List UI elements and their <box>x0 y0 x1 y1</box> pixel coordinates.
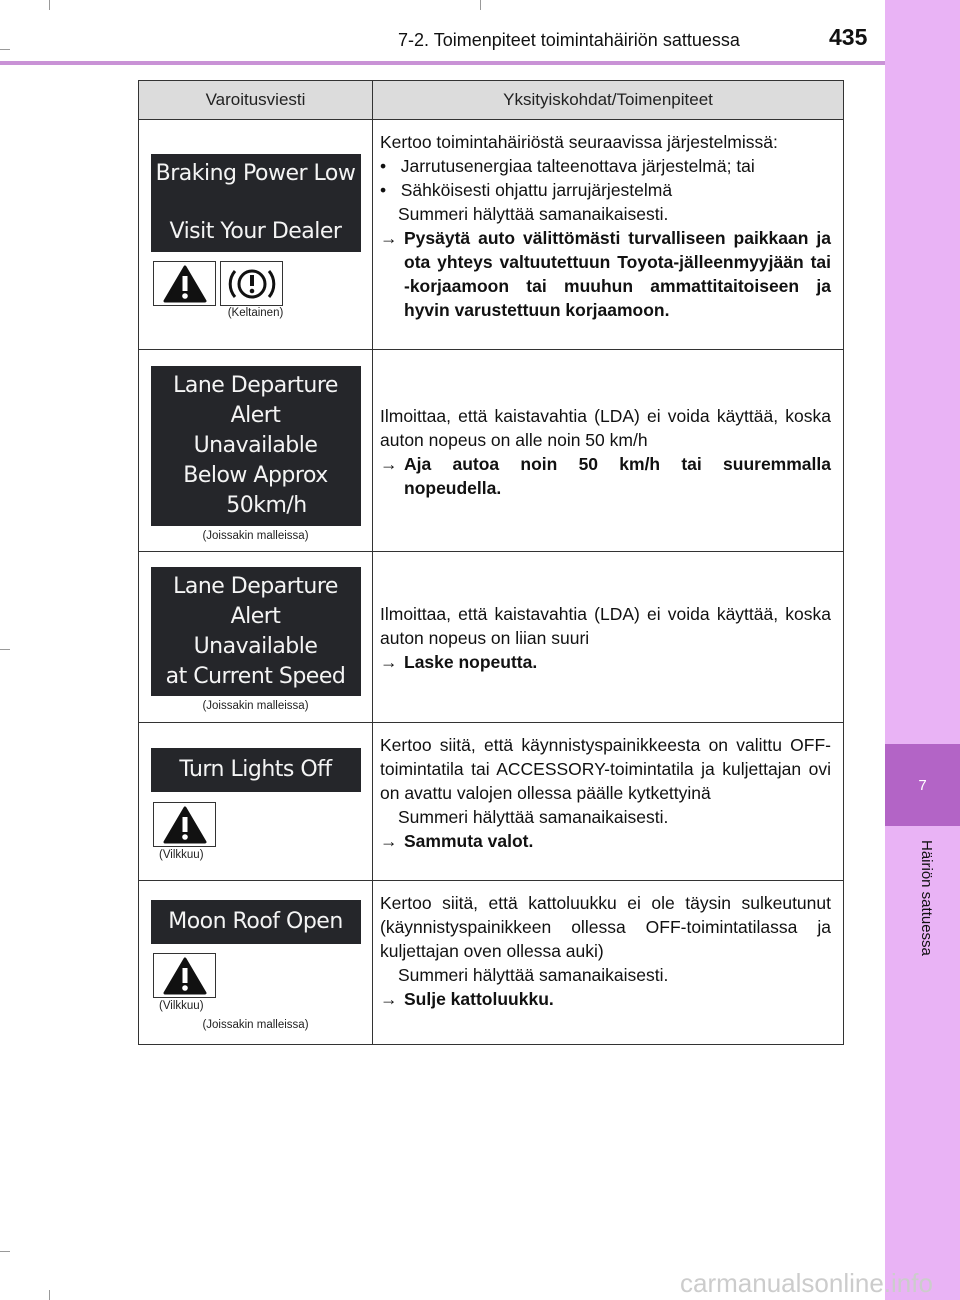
action-instruction: → Laske nopeutta. <box>380 652 538 672</box>
display-note: (Vilkkuu) <box>159 849 204 861</box>
watermark-url: carmanualsonline.info <box>680 1268 933 1298</box>
details-cell: Ilmoittaa, että kaistavahtia (LDA) ei voida käyttää, koska auton nopeus on alle noin 50 km/h → Aja autoa noin 50 km/h tai suuremmalla nopeudella. <box>373 350 844 552</box>
crop-mark <box>0 49 10 50</box>
action-instruction: → Sammuta valot. <box>380 831 534 851</box>
display-message: Lane Departure Alert Unavailable at Current Speed <box>151 567 361 696</box>
section-title: 7-2. Toimenpiteet toimintahäiriön sattuessa <box>398 30 740 50</box>
warning-message-table <box>138 80 844 1045</box>
warning-triangle-icon <box>153 261 216 306</box>
warning-image-cell <box>139 723 373 881</box>
display-message: Moon Roof Open <box>151 900 361 944</box>
display-message: Turn Lights Off <box>151 748 361 792</box>
display-note: (Joissakin malleissa) <box>202 1019 309 1031</box>
crop-mark <box>0 1251 10 1252</box>
display-note: (Joissakin malleissa) <box>202 700 309 712</box>
action-instruction: → Sulje kattoluukku. <box>380 989 554 1009</box>
display-message: Braking Power Low Visit Your Dealer <box>151 154 361 252</box>
action-instruction: → Aja autoa noin 50 km/h tai suuremmalla nopeudella. <box>380 453 831 498</box>
arrow-icon: → <box>380 831 398 851</box>
table-row <box>139 552 844 723</box>
display-note: (Vilkkuu) <box>159 1000 204 1012</box>
brake-warning-icon <box>220 261 283 306</box>
table-row <box>139 723 844 881</box>
column-header-details: Yksityiskohdat/Toimenpiteet <box>373 81 844 120</box>
crop-mark <box>49 0 50 10</box>
column-header-warning: Varoitusviesti <box>139 81 373 120</box>
table-row <box>139 350 844 552</box>
display-note: (Keltainen) <box>227 307 284 319</box>
display-message: Lane Departure Alert Unavailable Below Approx 50km/h <box>151 366 361 526</box>
display-note: (Joissakin malleissa) <box>202 530 309 542</box>
table-row <box>139 881 844 1045</box>
warning-image-cell <box>139 552 373 723</box>
crop-mark <box>49 1290 50 1300</box>
details-cell: Kertoo siitä, että käynnistyspainikkeesta on valittu OFF-toimintatila tai ACCESSORY-toimintatila ja kuljettajan ovi on avattu valojen ollessa päälle kytkettyinä Summeri hälyttää samanaikaisesti. → Sammuta valot. <box>373 723 844 881</box>
chapter-label: Häiriön sattuessa <box>918 840 935 956</box>
arrow-icon: → <box>380 652 398 672</box>
arrow-icon: → <box>380 989 398 1009</box>
table-row <box>139 120 844 350</box>
arrow-icon: → <box>380 453 398 474</box>
table-header-row <box>139 81 844 120</box>
crop-mark <box>0 649 10 650</box>
details-cell: Kertoo siitä, että kattoluukku ei ole täysin sulkeutunut (käynnistyspainikkeen ollessa OFF-toimintatilassa ja kuljettajan oven ollessa auki) Summeri hälyttää samanaikaisesti. → Sulje kattoluukku. <box>373 881 844 1045</box>
page-number: 435 <box>829 24 868 50</box>
side-tab-bar <box>885 0 960 1300</box>
header-rule <box>0 61 885 65</box>
chapter-tab[interactable] <box>885 744 960 826</box>
warning-image-cell <box>139 350 373 552</box>
warning-triangle-icon <box>153 953 216 998</box>
warning-image-cell <box>139 881 373 1045</box>
warning-image-cell <box>139 120 373 350</box>
warning-triangle-icon <box>153 802 216 847</box>
chapter-number: 7 <box>918 776 927 794</box>
arrow-icon: → <box>380 228 398 248</box>
crop-mark <box>480 0 481 10</box>
details-cell: Kertoo toimintahäiriöstä seuraavissa järjestelmissä: • Jarrutusenergiaa talteenottava järjestelmä; tai • Sähköisesti ohjattu jarrujärjestelmä Summeri hälyttää samanaikaisesti. → Pysäytä auto välittömästi turvalliseen paikkaan ja ota yhteys valtuutettuun Toyota-jälleenmyyjään tai -korjaamoon tai muuhun ammattitaitoiseen ja hyvin varustettuun korjaamoon. <box>373 120 844 350</box>
action-instruction: → Pysäytä auto välittömästi turvalliseen paikkaan ja ota yhteys valtuutettuun Toyota-jälleenmyyjään tai -korjaamoon tai muuhun ammattitaitoiseen ja hyvin varustettuun korjaamoon. <box>380 228 831 320</box>
details-cell: Ilmoittaa, että kaistavahtia (LDA) ei voida käyttää, koska auton nopeus on liian suuri → Laske nopeutta. <box>373 552 844 723</box>
